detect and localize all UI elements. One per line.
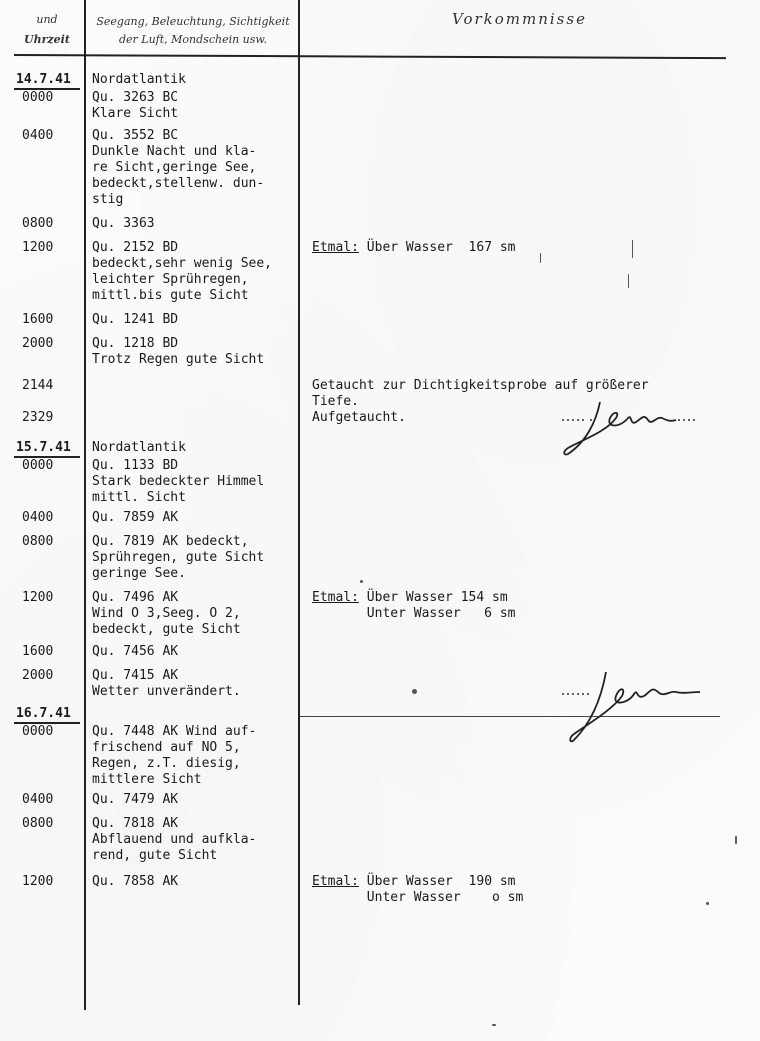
header-rule	[14, 54, 726, 59]
scan-speck	[706, 902, 709, 905]
header-weather-line2: der Luft, Mondschein usw.	[118, 33, 268, 46]
entry-weather: Qu. 3263 BC Klare Sicht	[92, 90, 179, 121]
entry-weather: Nordatlantik	[92, 72, 186, 87]
entry-time: 0800	[22, 216, 54, 231]
entry-time: 0400	[22, 510, 54, 525]
entry-time: 0000	[22, 458, 54, 473]
entry-time: 0000	[22, 90, 54, 105]
header-events-label: Vorkommnisse	[452, 10, 587, 28]
header-col1-top: und	[36, 13, 58, 26]
entry-date: 16.7.41	[16, 706, 71, 721]
entry-event: Etmal: Über Wasser 167 sm	[312, 240, 516, 255]
entry-time: 2000	[22, 336, 54, 351]
entry-weather: Qu. 7858 AK	[92, 874, 179, 889]
entry-time: 0800	[22, 534, 54, 549]
entry-weather: Qu. 3552 BC Dunkle Nacht und kla- re Sicht,geringe See, bedeckt,stellenw. dun- stig	[92, 128, 265, 207]
etmal-label: Etmal:	[312, 590, 359, 605]
entry-time: 0400	[22, 128, 54, 143]
entry-weather: Qu. 7448 AK Wind auf- frischend auf NO 5, Regen, z.T. diesig, mittlere Sicht	[92, 724, 257, 787]
header-time-label: Uhrzeit	[24, 33, 70, 46]
entry-event: Etmal: Über Wasser 154 sm Unter Wasser 6 sm	[312, 590, 516, 621]
scan-speck	[735, 836, 737, 844]
scan-speck	[360, 580, 363, 583]
entry-time: 0000	[22, 724, 54, 739]
entry-weather: Qu. 7859 AK	[92, 510, 179, 525]
entry-time: 2000	[22, 668, 54, 683]
entry-time: 0400	[22, 792, 54, 807]
entry-time: 1200	[22, 874, 54, 889]
entry-time: 0800	[22, 816, 54, 831]
entry-time: 1600	[22, 312, 54, 327]
entry-weather: Qu. 1133 BD Stark bedeckter Himmel mittl. Sicht	[92, 458, 265, 505]
entry-weather: Qu. 2152 BD bedeckt,sehr wenig See, leichter Sprühregen, mittl.bis gute Sicht	[92, 240, 273, 303]
entry-time: 1600	[22, 644, 54, 659]
entry-weather: Qu. 1241 BD	[92, 312, 179, 327]
entry-date: 15.7.41	[16, 440, 71, 455]
entry-weather: Qu. 7479 AK	[92, 792, 179, 807]
entry-time: 2329	[22, 410, 54, 425]
scan-speck	[540, 253, 541, 263]
entry-weather: Qu. 7415 AK Wetter unverändert.	[92, 668, 241, 699]
entry-event: Aufgetaucht.	[312, 410, 406, 425]
column-divider-left	[84, 0, 86, 1010]
entry-weather: Nordatlantik	[92, 440, 186, 455]
entry-weather: Qu. 7496 AK Wind O 3,Seeg. O 2, bedeckt, gute Sicht	[92, 590, 241, 637]
entry-event: Etmal: Über Wasser 190 sm Unter Wasser o sm	[312, 874, 524, 905]
entry-time: 2144	[22, 378, 54, 393]
entry-weather: Qu. 1218 BD Trotz Regen gute Sicht	[92, 336, 265, 367]
entry-date: 14.7.41	[16, 72, 71, 87]
scan-speck	[628, 274, 629, 288]
header-weather-line1: Seegang, Beleuchtung, Sichtigkeit	[96, 15, 290, 28]
entry-event: Getaucht zur Dichtigkeitsprobe auf größerer Tiefe.	[312, 378, 649, 409]
signature-2	[560, 664, 710, 748]
scan-speck	[412, 689, 417, 694]
scan-speck	[632, 240, 633, 258]
entry-weather: Qu. 7819 AK bedeckt, Sprühregen, gute Sicht geringe See.	[92, 534, 265, 581]
entry-weather: Qu. 7818 AK Abflauend und aufkla- rend, gute Sicht	[92, 816, 257, 863]
etmal-label: Etmal:	[312, 240, 359, 255]
signature-1	[556, 392, 706, 462]
entry-time: 1200	[22, 240, 54, 255]
entry-weather: Qu. 7456 AK	[92, 644, 179, 659]
scan-speck	[492, 1024, 496, 1026]
entry-time: 1200	[22, 590, 54, 605]
etmal-label: Etmal:	[312, 874, 359, 889]
entry-weather: Qu. 3363	[92, 216, 155, 231]
